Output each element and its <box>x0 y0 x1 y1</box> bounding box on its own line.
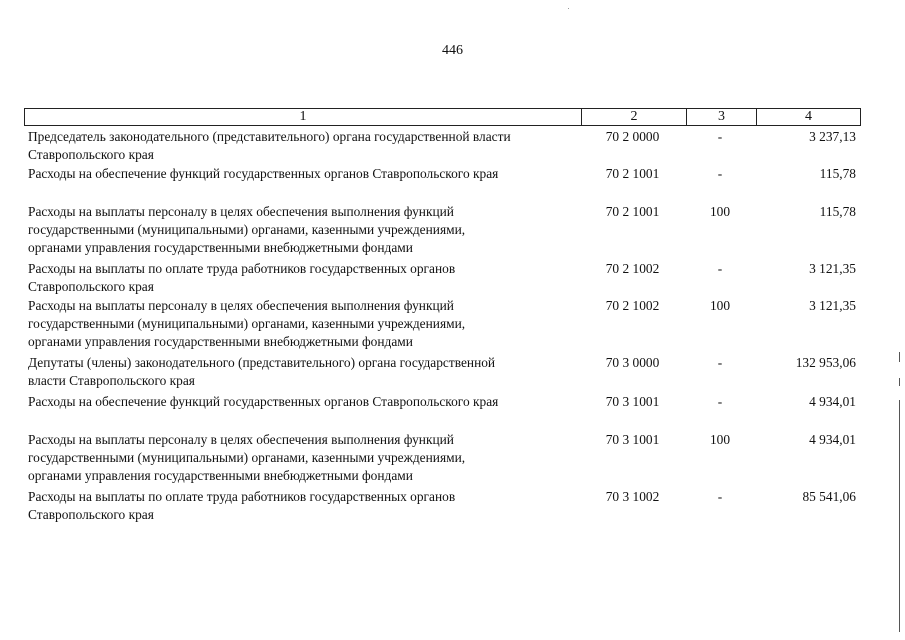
row-sum: 115,78 <box>819 166 856 181</box>
row-name-line: Ставропольского края <box>28 147 154 162</box>
row-name-line: Ставропольского края <box>28 507 154 522</box>
row-code: 70 3 0000 <box>605 355 660 370</box>
row-code: 70 2 0000 <box>605 129 660 144</box>
row-name <box>28 297 580 351</box>
header-col-3: 3 <box>686 109 756 125</box>
row-name-line: органами управления государственными внебюджетными фондами <box>28 468 413 483</box>
row-name <box>28 393 580 411</box>
row-name-line: Расходы на выплаты по оплате труда работников государственных органов <box>28 489 456 504</box>
row-code: 70 2 1002 <box>605 261 660 276</box>
row-name-line: Ставропольского края <box>28 279 154 294</box>
header-col-1: 1 <box>299 109 307 124</box>
row-name-line: власти Ставропольского края <box>28 373 195 388</box>
row-expense-type: 100 <box>709 432 731 447</box>
row-expense-type: - <box>717 261 723 276</box>
row-sum: 85 541,06 <box>802 489 856 504</box>
row-sum: 3 237,13 <box>809 129 856 144</box>
row-name-line: Депутаты (члены) законодательного (представительного) органа государственной <box>28 355 496 370</box>
row-name-line: государственными (муниципальными) органами, казенными учреждениями, <box>28 222 466 237</box>
page-number: 446 <box>442 43 463 58</box>
header-col-2: 2 <box>581 109 686 125</box>
row-code: 70 2 1001 <box>605 204 660 219</box>
row-code: 70 2 1002 <box>605 298 660 313</box>
row-sum: 132 953,06 <box>795 355 856 370</box>
scan-edge-mark <box>899 378 900 386</box>
row-sum: 4 934,01 <box>809 394 856 409</box>
scan-edge-mark <box>899 352 900 362</box>
row-sum: 3 121,35 <box>809 298 856 313</box>
row-name-line: Председатель законодательного (представительного) органа государственной власти <box>28 129 511 144</box>
row-sum: 3 121,35 <box>809 261 856 276</box>
row-expense-type: - <box>717 355 723 370</box>
row-name-line: государственными (муниципальными) органами, казенными учреждениями, <box>28 450 466 465</box>
row-name-line: Расходы на выплаты по оплате труда работников государственных органов <box>28 261 456 276</box>
row-name-line: Расходы на выплаты персоналу в целях обеспечения выполнения функций <box>28 432 454 447</box>
row-code: 70 3 1002 <box>605 489 660 504</box>
scan-edge-mark <box>899 400 900 632</box>
row-name-line: Расходы на выплаты персоналу в целях обеспечения выполнения функций <box>28 298 454 313</box>
scan-speck <box>568 8 569 9</box>
row-name-line: органами управления государственными внебюджетными фондами <box>28 334 413 349</box>
row-code: 70 3 1001 <box>605 432 660 447</box>
row-expense-type: 100 <box>709 204 731 219</box>
row-name <box>28 488 580 524</box>
row-expense-type: - <box>717 129 723 144</box>
row-name-line: Расходы на выплаты персоналу в целях обеспечения выполнения функций <box>28 204 454 219</box>
row-name <box>28 354 580 390</box>
row-name <box>28 203 580 257</box>
row-name <box>28 431 580 485</box>
row-name-line: государственными (муниципальными) органами, казенными учреждениями, <box>28 316 466 331</box>
table-header <box>24 108 861 126</box>
row-name-line: Расходы на обеспечение функций государственных органов Ставропольского края <box>28 166 499 181</box>
row-name <box>28 165 580 183</box>
row-name <box>28 260 580 296</box>
row-expense-type: 100 <box>709 298 731 313</box>
row-expense-type: - <box>717 166 723 181</box>
row-name-line: Расходы на обеспечение функций государственных органов Ставропольского края <box>28 394 499 409</box>
row-code: 70 3 1001 <box>605 394 660 409</box>
row-expense-type: - <box>717 489 723 504</box>
row-name <box>28 128 580 164</box>
row-code: 70 2 1001 <box>605 166 660 181</box>
header-col-4: 4 <box>756 109 860 125</box>
row-name-line: органами управления государственными внебюджетными фондами <box>28 240 413 255</box>
row-sum: 4 934,01 <box>809 432 856 447</box>
row-expense-type: - <box>717 394 723 409</box>
row-sum: 115,78 <box>819 204 856 219</box>
